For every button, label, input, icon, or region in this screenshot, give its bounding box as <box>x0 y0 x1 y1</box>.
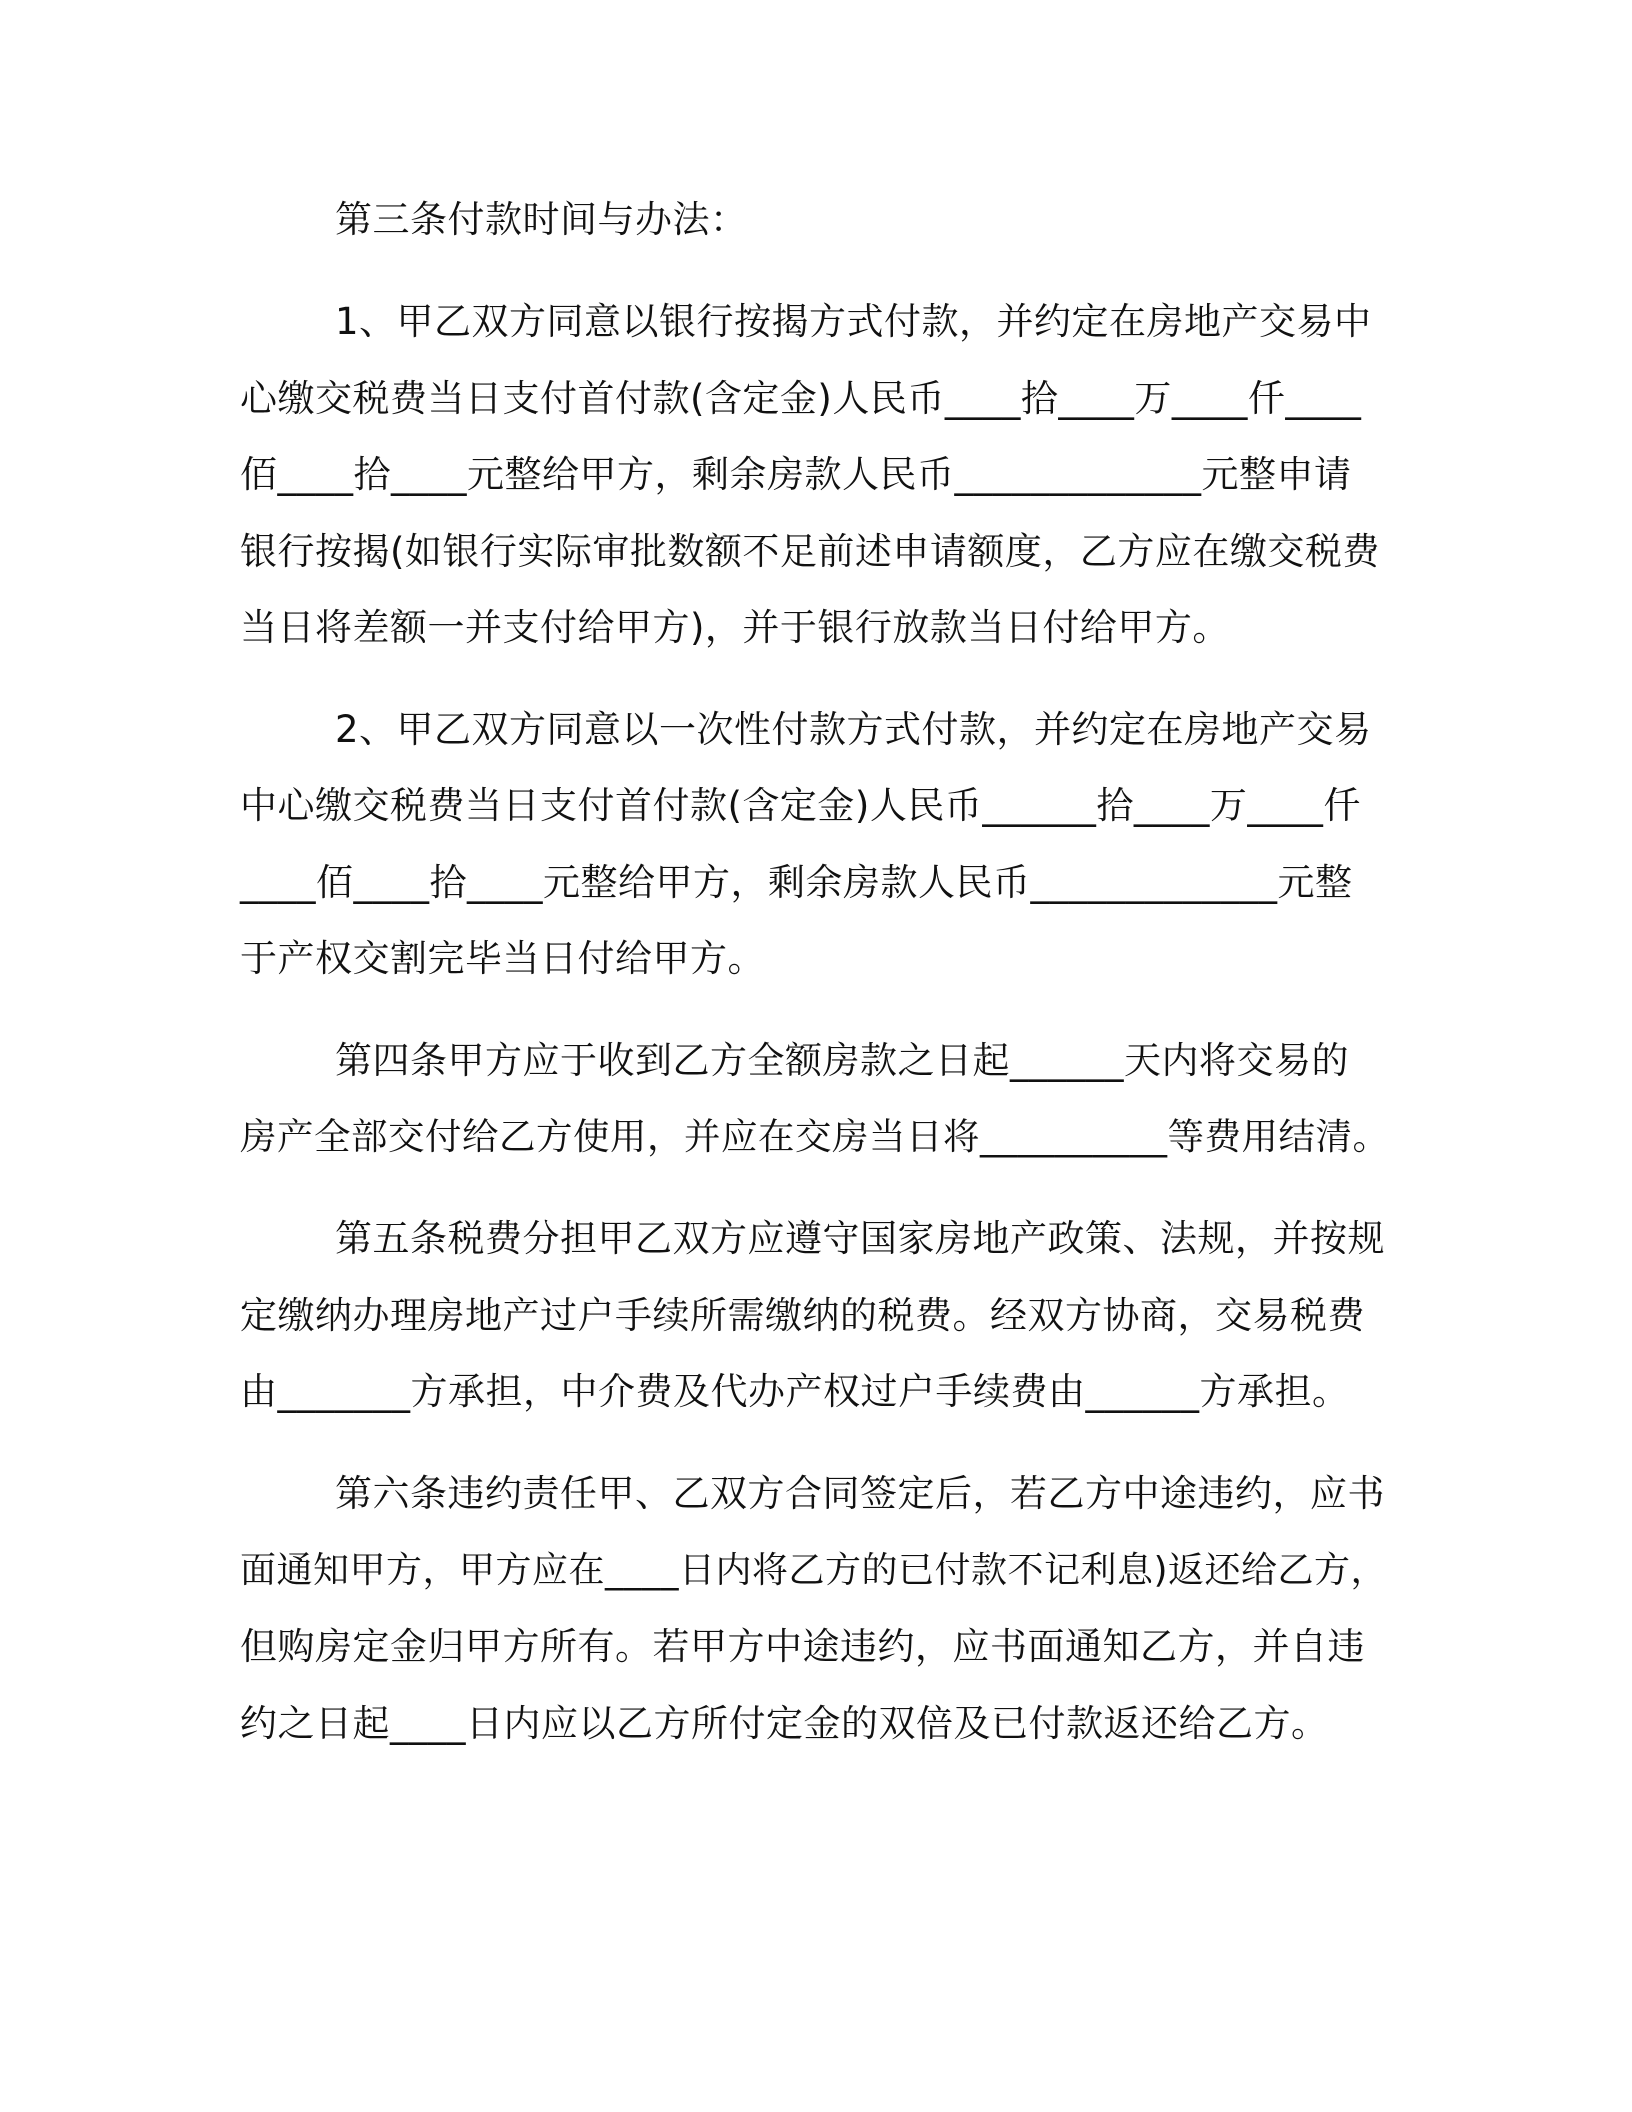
clause-1-line-5: 当日将差额一并支付给甲方)，并于银行放款当日付给甲方。 <box>240 606 1230 649</box>
article-5-line-2: 定缴纳办理房地产过户手续所需缴纳的税费。经双方协商，交易税费 <box>240 1294 1365 1337</box>
clause-2-line-3: ____佰____拾____元整给甲方，剩余房款人民币_____________元整 <box>240 861 1353 904</box>
clause-2-line-2: 中心缴交税费当日支付首付款(含定金)人民币______拾____万____仟 <box>240 784 1361 827</box>
article-6-line-4: 约之日起____日内应以乙方所付定金的双倍及已付款返还给乙方。 <box>240 1702 1329 1745</box>
clause-1-line-2: 心缴交税费当日支付首付款(含定金)人民币____拾____万____仟____ <box>240 377 1362 420</box>
clause-2-line-4: 于产权交割完毕当日付给甲方。 <box>240 937 765 980</box>
clause-1-line-1: 1、甲乙双方同意以银行按揭方式付款，并约定在房地产交易中 <box>335 300 1372 343</box>
clause-1-line-3: 佰____拾____元整给甲方，剩余房款人民币_____________元整申请 <box>240 453 1352 496</box>
clause-1-line-4: 银行按揭(如银行实际审批数额不足前述申请额度，乙方应在缴交税费 <box>240 530 1380 573</box>
article-5-line-3: 由_______方承担，中介费及代办产权过户手续费由______方承担。 <box>240 1370 1350 1413</box>
clause-2-line-1: 2、甲乙双方同意以一次性付款方式付款，并约定在房地产交易 <box>335 708 1372 751</box>
article-5-line-1: 第五条税费分担甲乙双方应遵守国家房地产政策、法规，并按规 <box>335 1217 1385 1260</box>
article-3-heading: 第三条付款时间与办法： <box>335 198 748 241</box>
article-4-line-1: 第四条甲方应于收到乙方全额房款之日起______天内将交易的 <box>335 1039 1349 1082</box>
article-6-line-2: 面通知甲方，甲方应在____日内将乙方的已付款不记利息)返还给乙方， <box>240 1550 1388 1591</box>
article-6-line-1: 第六条违约责任甲、乙双方合同签定后，若乙方中途违约，应书 <box>335 1472 1385 1515</box>
article-6-line-3: 但购房定金归甲方所有。若甲方中途违约，应书面通知乙方，并自违 <box>240 1625 1365 1668</box>
article-4-line-2: 房产全部交付给乙方使用，并应在交房当日将__________等费用结清。 <box>240 1115 1390 1158</box>
